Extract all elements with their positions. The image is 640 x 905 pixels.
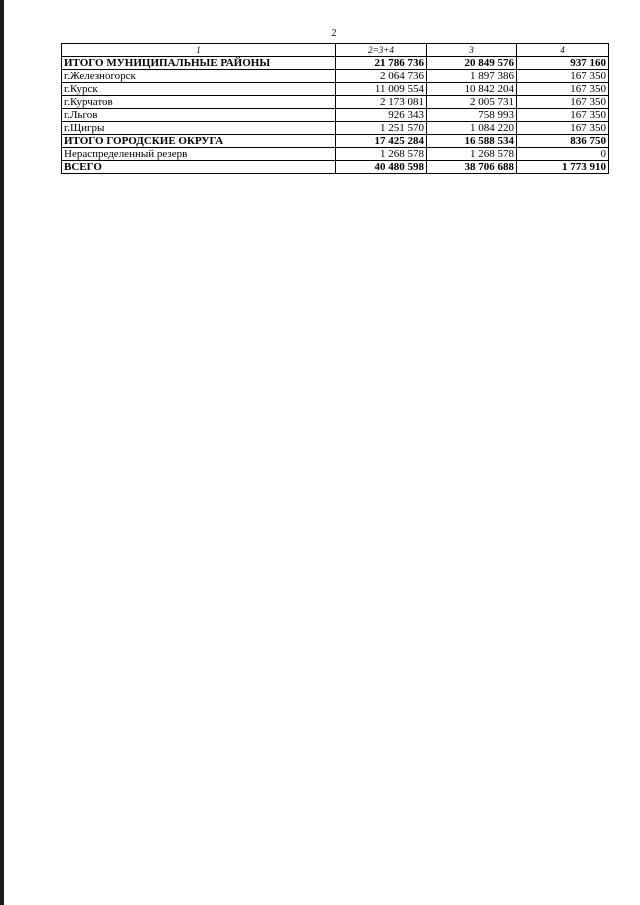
row-name-cell: г.Щигры bbox=[62, 122, 336, 135]
row-name-cell: г.Железногорск bbox=[62, 70, 336, 83]
row-col4-cell: 167 350 bbox=[517, 96, 609, 109]
row-col4-cell: 0 bbox=[517, 148, 609, 161]
table-row bbox=[62, 148, 609, 161]
table-row bbox=[62, 83, 609, 96]
row-col4-cell: 167 350 bbox=[517, 109, 609, 122]
scan-edge bbox=[0, 0, 4, 905]
row-total-cell: 2 173 081 bbox=[336, 96, 427, 109]
row-name-cell: Нераспределенный резерв bbox=[62, 148, 336, 161]
row-col3-cell: 758 993 bbox=[427, 109, 517, 122]
table-row bbox=[62, 135, 609, 148]
row-col3-cell: 10 842 204 bbox=[427, 83, 517, 96]
row-name-cell: ИТОГО МУНИЦИПАЛЬНЫЕ РАЙОНЫ bbox=[62, 57, 336, 70]
row-total-cell: 1 268 578 bbox=[336, 148, 427, 161]
row-col3-cell: 2 005 731 bbox=[427, 96, 517, 109]
row-total-cell: 21 786 736 bbox=[336, 57, 427, 70]
row-name-cell: г.Льгов bbox=[62, 109, 336, 122]
table-row bbox=[62, 57, 609, 70]
row-total-cell: 926 343 bbox=[336, 109, 427, 122]
budget-table bbox=[61, 43, 609, 174]
row-col3-cell: 1 084 220 bbox=[427, 122, 517, 135]
row-total-cell: 17 425 284 bbox=[336, 135, 427, 148]
row-name-cell: г.Курск bbox=[62, 83, 336, 96]
table-row bbox=[62, 70, 609, 83]
row-col4-cell: 1 773 910 bbox=[517, 161, 609, 174]
row-col4-cell: 167 350 bbox=[517, 122, 609, 135]
row-col3-cell: 20 849 576 bbox=[427, 57, 517, 70]
row-name-cell: ВСЕГО bbox=[62, 161, 336, 174]
row-name-cell: г.Курчатов bbox=[62, 96, 336, 109]
page-number: 2 bbox=[331, 28, 337, 39]
table-row bbox=[62, 109, 609, 122]
row-col3-cell: 38 706 688 bbox=[427, 161, 517, 174]
header-col-4: 4 bbox=[517, 44, 609, 57]
row-col3-cell: 1 897 386 bbox=[427, 70, 517, 83]
row-total-cell: 11 009 554 bbox=[336, 83, 427, 96]
table-row bbox=[62, 96, 609, 109]
row-name-cell: ИТОГО ГОРОДСКИЕ ОКРУГА bbox=[62, 135, 336, 148]
table-header-row bbox=[62, 44, 609, 57]
row-total-cell: 1 251 570 bbox=[336, 122, 427, 135]
row-col3-cell: 16 588 534 bbox=[427, 135, 517, 148]
row-total-cell: 40 480 598 bbox=[336, 161, 427, 174]
row-col4-cell: 937 160 bbox=[517, 57, 609, 70]
table-row bbox=[62, 122, 609, 135]
header-col-3: 3 bbox=[427, 44, 517, 57]
row-col4-cell: 167 350 bbox=[517, 70, 609, 83]
row-col3-cell: 1 268 578 bbox=[427, 148, 517, 161]
row-col4-cell: 167 350 bbox=[517, 83, 609, 96]
table-row bbox=[62, 161, 609, 174]
header-col-1: 1 bbox=[62, 44, 336, 57]
row-col4-cell: 836 750 bbox=[517, 135, 609, 148]
row-total-cell: 2 064 736 bbox=[336, 70, 427, 83]
header-col-2: 2=3+4 bbox=[336, 44, 427, 57]
